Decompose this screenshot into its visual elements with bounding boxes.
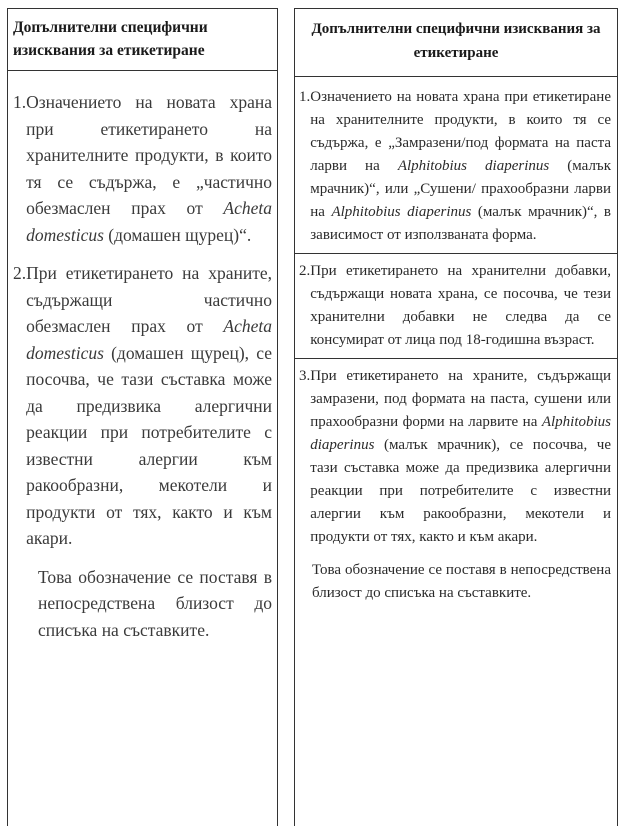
- right-table-body: [295, 77, 617, 611]
- item-text: При етикетирането на хранителни добавки, съдържащи новата храна, се посочва, че тези хранителни добавки не следва да се консумират от лица под 18-годишна възраст.: [310, 263, 611, 348]
- item-number: 1.: [299, 89, 311, 105]
- species-name: Acheta domesticus: [26, 198, 272, 245]
- left-note-paragraph: Това обозначение се поставя в непосредствена близост до списъка на съставките.: [38, 566, 272, 640]
- species-name: Acheta domesticus: [26, 316, 272, 363]
- item-number: 3.: [299, 368, 311, 384]
- item-text: При етикетирането на храните, съдържащи замразени, под формата на паста, сушени или прахообразни форми на ларвите на Alphitobius diaperinus (малък мрачник), се посочва, че тази съставка може да предизвика алергични реакции при потребителите с известни алергии към ракообразни, мекотели и продукти от тях, както и към акари.: [310, 368, 611, 545]
- item-number: 1.: [13, 92, 27, 112]
- species-name: Alphitobius diaperinus: [310, 414, 611, 453]
- item-text: Означението на новата храна при етикетирането на хранителните продукти, в които тя се съдържа, е „частично обезмаслен прах от Acheta domesticus (домашен щурец)“.: [26, 92, 272, 245]
- right-table: [294, 8, 618, 826]
- right-item-2: [299, 260, 611, 352]
- left-table-body: [8, 71, 277, 643]
- left-table-header: Допълнителни специфични изисквания за етикетиране: [8, 9, 277, 71]
- right-table-header: Допълнителни специфични изисквания за етикетиране: [295, 9, 617, 77]
- left-table: [7, 8, 278, 826]
- item-number: 2.: [13, 263, 27, 283]
- item-number: 2.: [299, 263, 311, 279]
- left-item-1: [13, 89, 272, 248]
- right-cell-3: [295, 359, 617, 611]
- right-item-1: [299, 86, 611, 247]
- right-cell-1: [295, 77, 617, 254]
- left-item-2: [13, 260, 272, 552]
- species-name: Alphitobius diaperinus: [397, 158, 550, 174]
- right-item-3: [299, 365, 611, 549]
- item-text: При етикетирането на храните, съдържащи частично обезмаслен прах от Acheta domesticus (домашен щурец), се посочва, че тази съставка може да предизвика алергични реакции при потребителите с известни алергии към ракообразни, мекотели и продукти от тях, както и към акари.: [26, 263, 272, 548]
- right-note-paragraph: Това обозначение се поставя в непосредствена близост до списъка на съставките.: [312, 562, 611, 601]
- item-text: Означението на новата храна при етикетиране на хранителните продукти, в които тя се съдържа, е „Замразени/под формата на паста ларви на Alphitobius diaperinus (малък мрачник)“, или „Сушени/ прахообразни ларви на Alphitobius diaperinus (малък мрачник)“, в зависимост от използваната форма.: [310, 89, 612, 243]
- species-name: Alphitobius diaperinus: [331, 204, 472, 220]
- right-cell-2: [295, 254, 617, 359]
